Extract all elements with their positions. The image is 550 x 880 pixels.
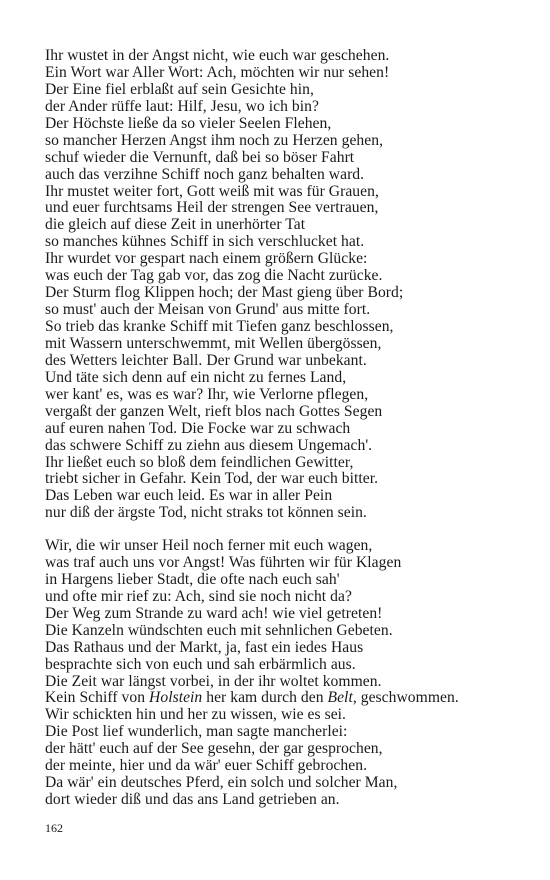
- verse-line: Ein Wort war Aller Wort: Ach, möchten wir nur sehen!: [45, 63, 390, 81]
- verse-line: Die Kanzeln wündschten euch mit sehnlichen Gebeten.: [45, 621, 393, 639]
- verse-line: in Hargens lieber Stadt, die ofte nach euch sah': [45, 570, 340, 588]
- verse-line: Da wär' ein deutsches Pferd, ein solch und solcher Man,: [45, 774, 398, 792]
- verse-line: auch das verzihne Schiff noch ganz behalten ward.: [45, 165, 365, 183]
- verse-line: nur diß der ärgste Tod, nicht straks tot können sein.: [45, 504, 367, 522]
- verse-line: Das Rathaus und der Markt, ja, fast ein iedes Haus: [45, 638, 364, 656]
- verse-line: der hätt' euch auf der See gesehn, der gar gesprochen,: [45, 740, 383, 758]
- verse-line: so manches kühnes Schiff in sich verschlucket hat.: [45, 233, 365, 251]
- page-number: 162: [45, 821, 63, 835]
- verse-line: Ihr ließet euch so bloß dem feindlichen Gewitter,: [45, 453, 354, 471]
- verse-line: das schwere Schiff zu ziehn aus diesem Ungemach'.: [45, 436, 373, 454]
- verse-line: Der Sturm flog Klippen hoch; der Mast gieng über Bord;: [45, 284, 404, 302]
- verse-line: und ofte mir rief zu: Ach, sind sie noch nicht da?: [45, 587, 352, 605]
- verse-line: dort wieder diß und das ans Land getrieben an.: [45, 791, 340, 809]
- verse-line: Ihr wustet in der Angst nicht, wie euch war geschehen.: [45, 47, 390, 64]
- verse-line: vergaßt der ganzen Welt, rieft blos nach Gottes Segen: [45, 402, 383, 420]
- stanza-1: [45, 48, 525, 522]
- verse-line: was euch der Tag gab vor, das zog die Nacht zurücke.: [45, 267, 383, 285]
- verse-line: schuf wieder die Vernunft, daß bei so böser Fahrt: [45, 148, 355, 166]
- verse-line: die gleich auf diese Zeit in unerhörter Tat: [45, 216, 306, 234]
- verse-line: Und täte sich denn auf ein nicht zu fernes Land,: [45, 368, 347, 386]
- verse-line: auf euren nahen Tod. Die Focke war zu schwach: [45, 419, 351, 437]
- verse-line: Wir schickten hin und her zu wissen, wie es sei.: [45, 706, 347, 724]
- verse-line: Die Zeit war längst vorbei, in der ihr woltet kommen.: [45, 672, 382, 690]
- verse-line: Ihr wurdet vor gespart nach einem größern Glücke:: [45, 250, 368, 268]
- verse-line: so mancher Herzen Angst ihm noch zu Herzen gehen,: [45, 131, 384, 149]
- verse-line: der Ander rüffe laut: Hilf, Jesu, wo ich bin?: [45, 97, 319, 115]
- verse-line: Ihr mustet weiter fort, Gott weiß mit was für Grauen,: [45, 182, 379, 200]
- verse-line: So trieb das kranke Schiff mit Tiefen ganz beschlossen,: [45, 318, 394, 335]
- verse-line: so must' auch der Meisan von Grund' aus mitte fort.: [45, 301, 371, 319]
- verse-line: des Wetters leichter Ball. Der Grund war unbekant.: [45, 351, 367, 369]
- stanza-2: [45, 538, 525, 809]
- verse-line: Der Eine fiel erblaßt auf sein Gesichte hin,: [45, 80, 314, 98]
- verse-line: der meinte, hier und da wär' euer Schiff gebrochen.: [45, 757, 368, 775]
- verse-line: was traf auch uns vor Angst! Was führten wir für Klagen: [45, 553, 402, 571]
- verse-line: Der Höchste ließe da so vieler Seelen Flehen,: [45, 114, 332, 132]
- verse-line: besprachte sich von euch und sah erbärmlich aus.: [45, 655, 356, 673]
- verse-line: triebt sicher in Gefahr. Kein Tod, der war euch bitter.: [45, 470, 379, 488]
- verse-line: Der Weg zum Strande zu ward ach! wie viel getreten!: [45, 604, 383, 622]
- verse-line: Wir, die wir unser Heil noch ferner mit euch wagen,: [45, 537, 373, 554]
- verse-line: wer kant' es, was es war? Ihr, wie Verlorne pflegen,: [45, 385, 369, 403]
- verse-line: Das Leben war euch leid. Es war in aller Pein: [45, 487, 333, 505]
- verse-line: Kein Schiff von Holstein her kam durch den Belt, geschwommen.: [45, 689, 459, 707]
- verse-line: mit Wassern unterschwemmt, mit Wellen übergössen,: [45, 334, 382, 352]
- verse-line: und euer furchtsams Heil der strengen See vertrauen,: [45, 199, 379, 217]
- verse-line: Die Post lief wunderlich, man sagte mancherlei:: [45, 723, 348, 741]
